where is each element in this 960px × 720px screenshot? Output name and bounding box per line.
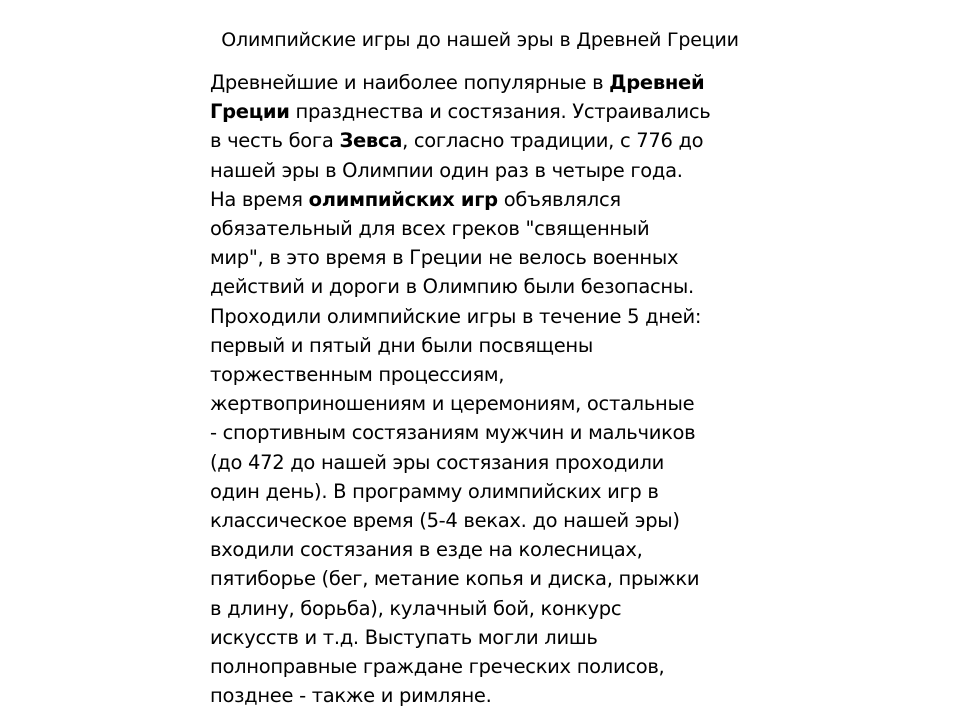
text-run: искусств и т.д. Выступать могли лишь [210, 625, 598, 649]
text-run: Проходили олимпийские игры в течение 5 дней: [210, 304, 702, 328]
text-run: Древнейшие и наиболее популярные в [210, 71, 610, 94]
text-run: жертвоприношениям и церемониям, остальные [210, 392, 695, 416]
body-line [210, 360, 730, 389]
body-line [210, 506, 730, 535]
text-run: (до 472 до нашей эры состязания проходили [210, 450, 664, 474]
body-line [210, 652, 730, 681]
body-line [210, 68, 730, 97]
text-run: классическое время (5-4 веках. до нашей эры) [210, 509, 680, 533]
body-line [210, 535, 730, 564]
body-line [210, 331, 730, 360]
body-line [210, 418, 730, 447]
body-line [210, 564, 730, 593]
body-line [210, 243, 730, 272]
text-run: в длину, борьба), кулачный бой, конкурс [210, 596, 622, 620]
text-run: позднее - также и римляне. [210, 684, 492, 708]
text-run: действий и дороги в Олимпию были безопасны. [210, 275, 694, 299]
body-line [210, 623, 730, 652]
slide-title: Олимпийские игры до нашей эры в Древней Греции [221, 29, 739, 51]
bold-term: олимпийских игр [308, 187, 498, 211]
body-line [210, 156, 730, 185]
text-run: мир", в это время в Греции не велось военных [210, 246, 679, 270]
text-run: входили состязания в езде на колесницах, [210, 538, 643, 562]
body-line [210, 389, 730, 418]
slide-body-text [210, 68, 730, 710]
text-run: один день). В программу олимпийских игр в [210, 479, 659, 503]
body-line [210, 681, 730, 710]
text-run: объявлялся [497, 187, 621, 211]
text-run: полноправные граждане греческих полисов, [210, 655, 665, 679]
text-run: первый и пятый дни были посвящены [210, 333, 593, 357]
text-run: На время [210, 187, 309, 211]
text-run: в честь бога [210, 129, 340, 153]
text-run: , согласно традиции, с 776 до [402, 129, 704, 153]
bold-term: Греции [210, 100, 290, 124]
text-run: пятиборье (бег, метание копья и диска, прыжки [210, 567, 700, 591]
text-run: обязательный для всех греков "священный [210, 217, 650, 241]
body-line [210, 448, 730, 477]
text-run: - спортивным состязаниям мужчин и мальчиков [210, 421, 696, 445]
body-line [210, 214, 730, 243]
body-line [210, 594, 730, 623]
body-line [210, 185, 730, 214]
bold-term: Зевса [339, 129, 403, 153]
body-line [210, 126, 730, 155]
bold-term: Древней [609, 71, 705, 94]
text-run: нашей эры в Олимпии один раз в четыре года. [210, 158, 683, 182]
text-run: торжественным процессиям, [210, 363, 505, 387]
body-line [210, 477, 730, 506]
text-run: празднества и состязания. Устраивались [289, 100, 711, 124]
body-line [210, 97, 730, 126]
body-line [210, 272, 730, 301]
body-line [210, 302, 730, 331]
